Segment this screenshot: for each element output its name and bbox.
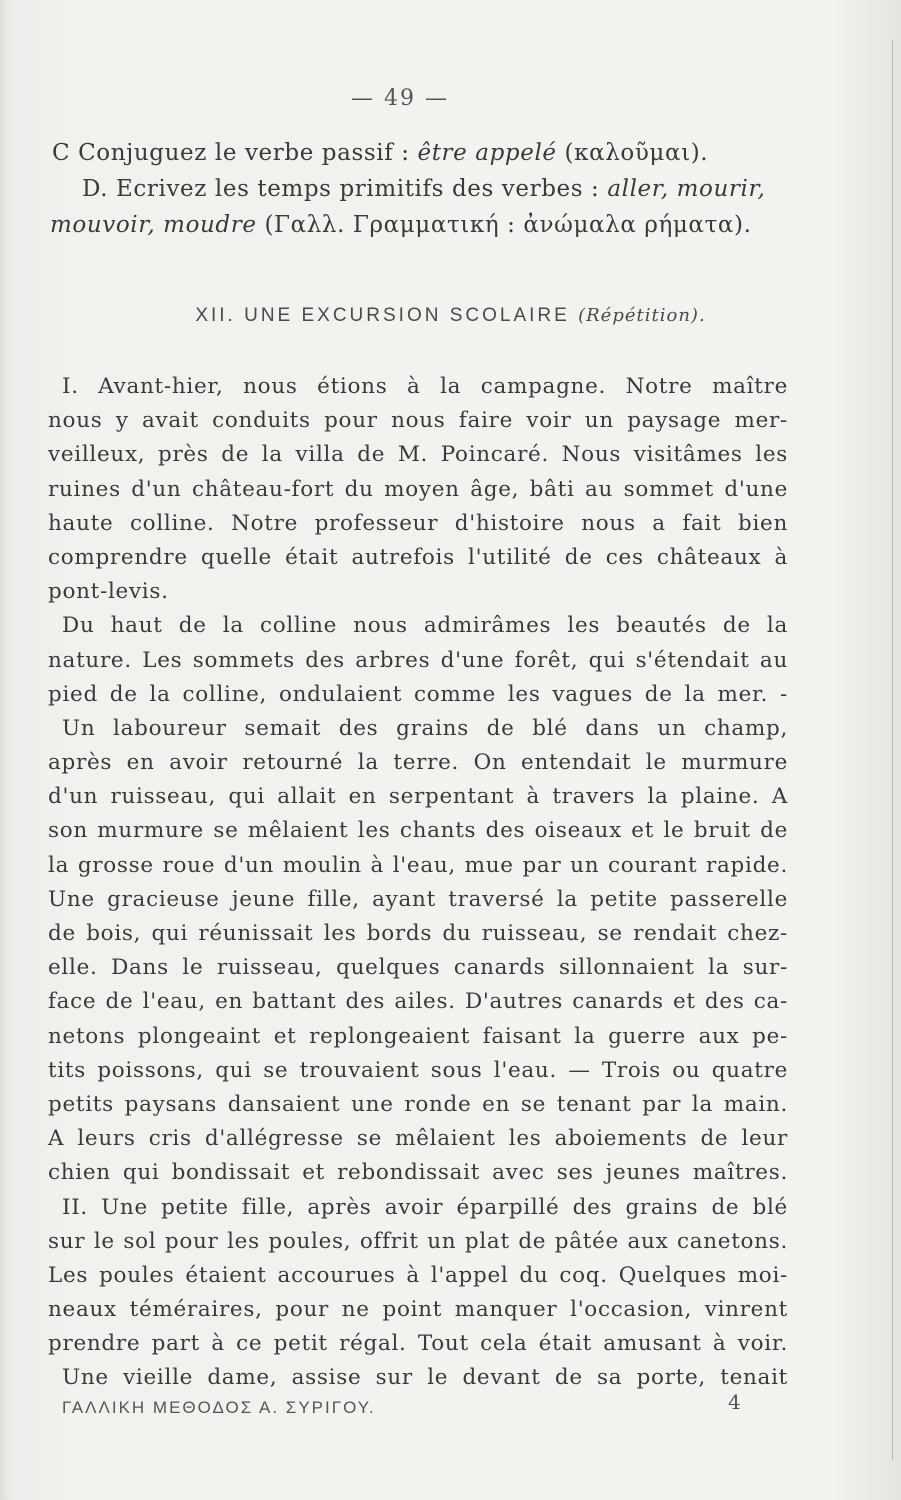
page-edge-line <box>892 40 893 1460</box>
footer-title: ΓΑΛΛΙΚΗ ΜΕΘΟΔΟΣ Α. ΣΥΡΙΓΟΥ. <box>62 1398 376 1417</box>
text-line: Un laboureur semait des grains de blé dans un champ, <box>62 715 788 741</box>
text-line: ruines d'un château-fort du moyen âge, bâti au sommet d'une <box>48 476 788 502</box>
text-line: pied de la colline, ondulaient comme les vagues de la mer. - <box>48 681 788 707</box>
text-line: petits paysans dansaient une ronde en se tenant par la main. <box>48 1091 788 1117</box>
text-line: Une gracieuse jeune fille, ayant traversé la petite passerelle <box>48 886 788 912</box>
text-line: pont-levis. <box>48 579 169 605</box>
text-line: Une vieille dame, assise sur le devant de sa porte, tenait <box>62 1365 788 1391</box>
body-text <box>48 370 788 1396</box>
text-line: la grosse roue d'un moulin à l'eau, mue par un courant rapide. <box>48 852 788 878</box>
text-line: chien qui bondissait et rebondissait avec ses jeunes maîtres. <box>48 1160 788 1186</box>
exercise-c-prefix: C Conjuguez le verbe passif : <box>52 140 418 166</box>
exercise-c <box>52 140 852 166</box>
text-line: I. Avant-hier, nous étions à la campagne. Notre maître <box>62 374 788 399</box>
text-line: Les poules étaient accourues à l'appel du coq. Quelques moi- <box>48 1262 788 1288</box>
page-number: — 49 — <box>351 86 449 111</box>
text-line: de bois, qui réunissait les bords du ruisseau, se rendait chez- <box>48 921 788 946</box>
text-line: neaux téméraires, pour ne point manquer l'occasion, vinrent <box>48 1297 788 1323</box>
text-line: nous y avait conduits pour nous faire voir un paysage mer- <box>48 408 788 434</box>
text-line: elle. Dans le ruisseau, quelques canards sillonnaient la sur- <box>48 955 788 981</box>
text-line: comprendre quelle était autrefois l'utilité de ces châteaux à <box>48 544 788 570</box>
text-line: Du haut de la colline nous admirâmes les beautés de la <box>62 613 788 639</box>
exercise-c-verb: être appelé <box>417 140 557 166</box>
text-line: d'un ruisseau, qui allait en serpentant à travers la plaine. A <box>48 784 788 810</box>
text-line: nature. Les sommets des arbres d'une forêt, qui s'étendait au <box>48 647 788 673</box>
exercise-d-continued <box>50 212 850 238</box>
exercise-d-verbs-2: mouvoir, moudre <box>50 212 257 238</box>
text-line: sur le sol pour les poules, offrit un plat de pâtée aux canetons. <box>48 1228 788 1254</box>
text-line: veilleux, près de la villa de M. Poincaré. Nous visitâmes les <box>48 442 788 468</box>
text-line: haute colline. Notre professeur d'histoire nous a fait bien <box>48 510 788 536</box>
exercise-d-suffix: (Γαλλ. Γραμματική : ἀνώμαλα ρήματα). <box>256 212 752 238</box>
section-title-sub: (Répétition). <box>578 305 706 326</box>
exercise-d-prefix: D. Ecrivez les temps primitifs des verbes : <box>82 176 608 202</box>
section-title-main: XII. UNE EXCURSION SCOLAIRE <box>195 305 579 326</box>
left-shadow <box>0 0 10 1500</box>
text-line: prendre part à ce petit régal. Tout cela était amusant à voir. <box>48 1331 788 1357</box>
exercise-c-suffix: (καλοῦμαι). <box>556 140 709 166</box>
text-line: après en avoir retourné la terre. On entendait le murmure <box>48 750 788 776</box>
text-line: A leurs cris d'allégresse se mêlaient les aboiements de leur <box>48 1126 788 1152</box>
text-line: son murmure se mêlaient les chants des oiseaux et le bruit de <box>48 818 788 844</box>
text-line: netons plongeaint et replongeaient faisant la guerre aux pe- <box>48 1023 788 1049</box>
exercise-d-verbs: aller, mourir, <box>607 176 766 202</box>
section-title <box>0 305 901 327</box>
exercise-d <box>82 176 882 202</box>
text-line: II. Une petite fille, après avoir éparpillé des grains de blé <box>62 1194 788 1220</box>
text-line: tits poissons, qui se trouvaient sous l'eau. — Trois ou quatre <box>48 1057 788 1083</box>
text-line: face de l'eau, en battant des ailes. D'autres canards et des ca- <box>48 989 788 1015</box>
signature-mark: 4 <box>728 1390 741 1414</box>
